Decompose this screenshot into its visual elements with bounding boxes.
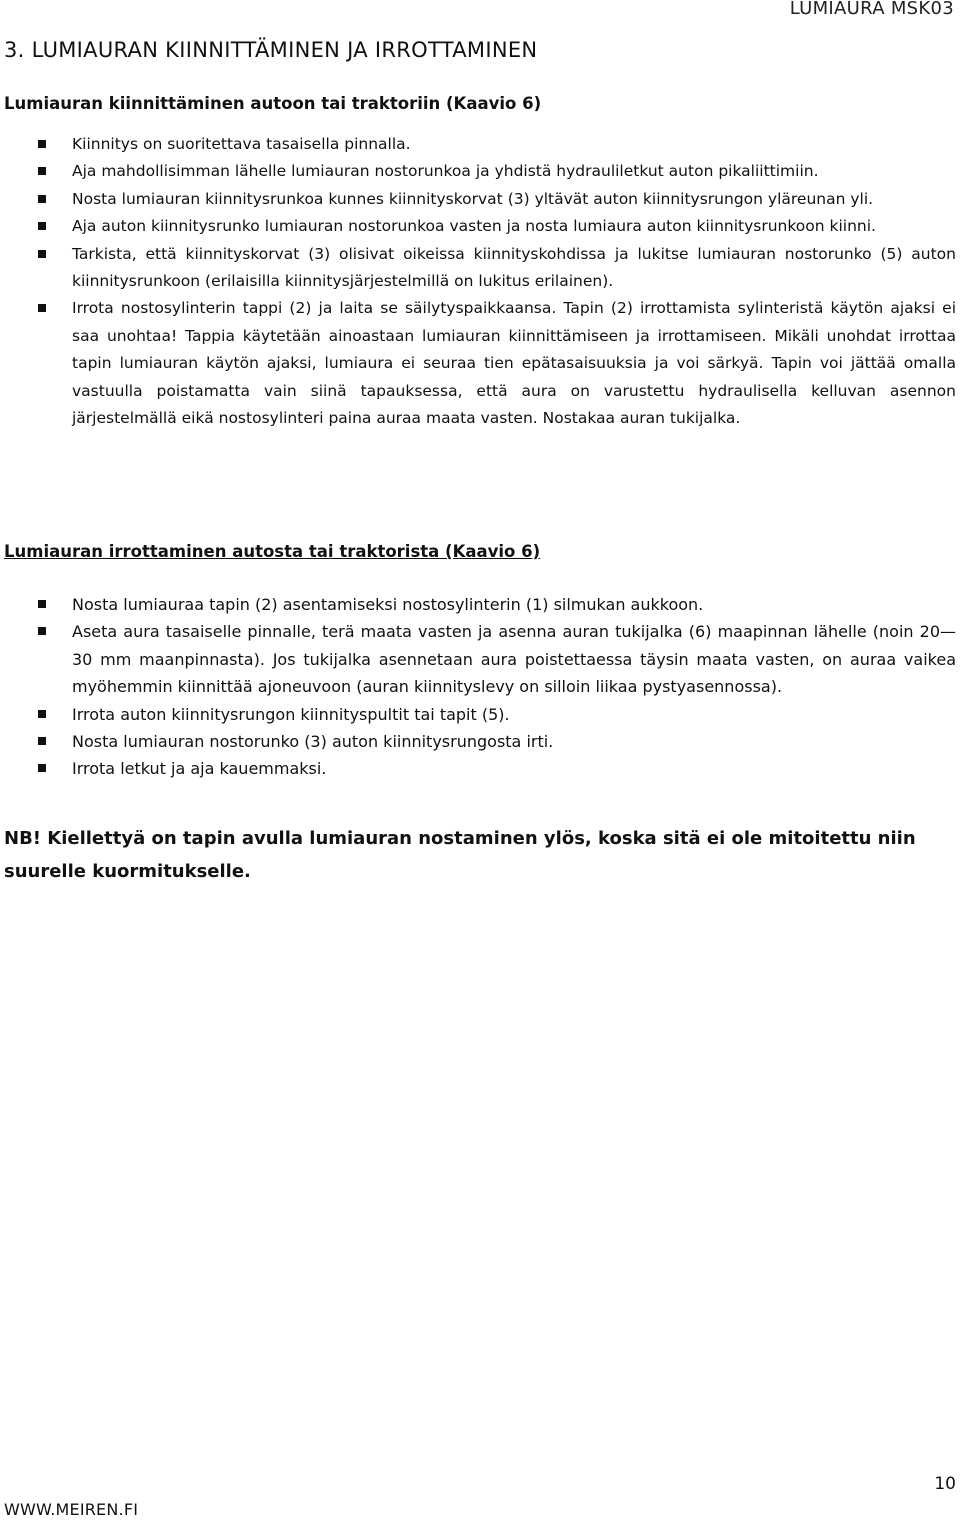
list-item: Nosta lumiauran kiinnitysrunkoa kunnes kiinnityskorvat (3) yltävät auton kiinnitysrungon yläreunan yli. <box>0 186 960 213</box>
bullet-square-icon <box>38 710 46 718</box>
bullet-square-icon <box>38 167 46 175</box>
attach-section-heading: Lumiauran kiinnittäminen autoon tai traktoriin (Kaavio 6) <box>4 94 542 113</box>
bullet-square-icon <box>38 250 46 258</box>
bullet-square-icon <box>38 737 46 745</box>
bullet-square-icon <box>38 304 46 312</box>
detach-section-heading: Lumiauran irrottaminen autosta tai traktorista (Kaavio 6) <box>4 542 541 561</box>
list-item: Irrota letkut ja aja kauemmaksi. <box>0 755 960 782</box>
footer-url: WWW.MEIREN.FI <box>4 1500 139 1519</box>
detach-steps-list <box>0 591 960 783</box>
bullet-square-icon <box>38 627 46 635</box>
list-item: Aja auton kiinnitysrunko lumiauran nostorunkoa vasten ja nosta lumiaura auton kiinnitysrunkoon kiinni. <box>0 213 960 240</box>
list-item: Nosta lumiauran nostorunko (3) auton kiinnitysrungosta irti. <box>0 728 960 755</box>
bullet-square-icon <box>38 195 46 203</box>
chapter-title: 3. LUMIAURAN KIINNITTÄMINEN JA IRROTTAMINEN <box>4 38 538 62</box>
bullet-square-icon <box>38 600 46 608</box>
list-item: Aseta aura tasaiselle pinnalle, terä maata vasten ja asenna auran tukijalka (6) maapinnan lähelle (noin 20—30 mm maanpinnasta). Jos tukijalka asennetaan aura poistettaessa täysin maata vasten, on auraa vaikea myöhemmin kiinnittää ajoneuvoon (auran kiinnityslevy on silloin liikaa pystyasennossa). <box>0 618 960 700</box>
attach-steps-list <box>0 131 960 432</box>
page-number: 10 <box>934 1474 956 1494</box>
list-item: Irrota auton kiinnitysrungon kiinnityspultit tai tapit (5). <box>0 701 960 728</box>
document-code: LUMIAURA MSK03 <box>789 0 954 19</box>
bullet-square-icon <box>38 140 46 148</box>
bullet-square-icon <box>38 222 46 230</box>
list-item: Aja mahdollisimman lähelle lumiauran nostorunkoa ja yhdistä hydrauliletkut auton pikaliittimiin. <box>0 158 960 185</box>
bullet-square-icon <box>38 764 46 772</box>
list-item: Kiinnitys on suoritettava tasaisella pinnalla. <box>0 131 960 158</box>
list-item: Tarkista, että kiinnityskorvat (3) olisivat oikeissa kiinnityskohdissa ja lukitse lumiauran nostorunko (5) auton kiinnitysrunkoon (erilaisilla kiinnitysjärjestelmillä on lukitus erilainen). <box>0 241 960 296</box>
warning-note: NB! Kiellettyä on tapin avulla lumiauran nostaminen ylös, koska sitä ei ole mitoitettu niin suurelle kuormitukselle. <box>4 828 916 882</box>
list-item: Nosta lumiauraa tapin (2) asentamiseksi nostosylinterin (1) silmukan aukkoon. <box>0 591 960 618</box>
list-item: Irrota nostosylinterin tappi (2) ja laita se säilytyspaikkaansa. Tapin (2) irrottamista sylinteristä käytön ajaksi ei saa unohtaa! Tappia käytetään ainoastaan lumiauran kiinnittämiseen ja irrottamiseen. Mikäli unohdat irrottaa tapin lumiauran käytön ajaksi, lumiaura ei seuraa tien epätasaisuuksia ja voi särkyä. Tapin voi jättää omalla vastuulla poistamatta vain siinä tapauksessa, että aura on varustettu hydraulisella kelluvan asennon järjestelmällä eikä nostosylinteri paina auraa maata vasten. Nostakaa auran tukijalka. <box>0 295 960 432</box>
